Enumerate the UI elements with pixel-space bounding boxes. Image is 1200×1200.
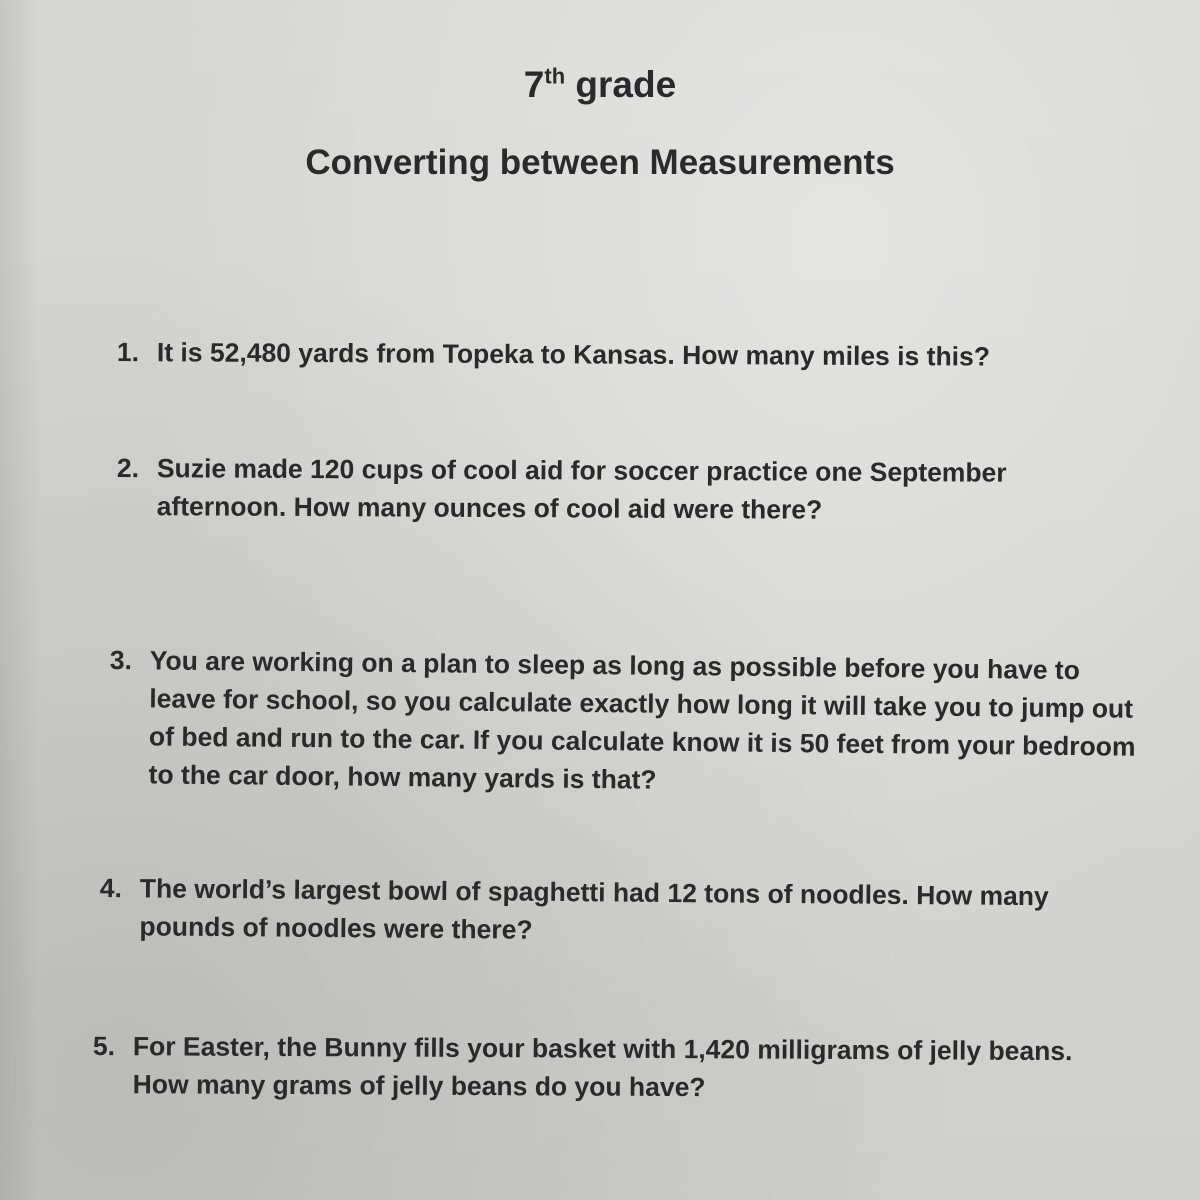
question-item bbox=[93, 1027, 1133, 1108]
grade-number: 7 bbox=[523, 64, 545, 105]
question-text: It is 52,480 yards from Topeka to Kansas. How many miles is this? bbox=[156, 337, 991, 372]
question-item bbox=[117, 449, 1057, 530]
grade-heading bbox=[0, 64, 1200, 106]
question-item bbox=[108, 641, 1150, 804]
question-text: You are working on a plan to sleep as long as possible before you have to leave for school, so you calculate exactly how long it will take you to jump out of bed and run to the car. If you calculate know it is 50 feet from your bedroom to the car door, how many yards is that? bbox=[148, 645, 1136, 795]
question-number: 3. bbox=[109, 644, 133, 676]
question-text: For Easter, the Bunny fills your basket with 1,420 milligrams of jelly beans. How many grams of jelly beans do you have? bbox=[132, 1031, 1073, 1103]
question-number: 5. bbox=[92, 1031, 116, 1062]
question-text: The world’s largest bowl of spaghetti had 12 tons of noodles. How many pounds of noodles were there? bbox=[139, 873, 1049, 945]
question-number: 4. bbox=[99, 872, 123, 904]
question-item bbox=[99, 869, 1140, 954]
question-number: 2. bbox=[116, 452, 140, 484]
worksheet-title: Converting between Measurements bbox=[305, 143, 895, 182]
grade-word: grade bbox=[575, 64, 677, 105]
grade-suffix: th bbox=[544, 63, 566, 89]
question-text: Suzie made 120 cups of cool aid for soccer practice one September afternoon. How many ounces of cool aid were there? bbox=[156, 453, 1007, 525]
question-item bbox=[117, 333, 1077, 376]
question-number: 1. bbox=[116, 336, 140, 368]
